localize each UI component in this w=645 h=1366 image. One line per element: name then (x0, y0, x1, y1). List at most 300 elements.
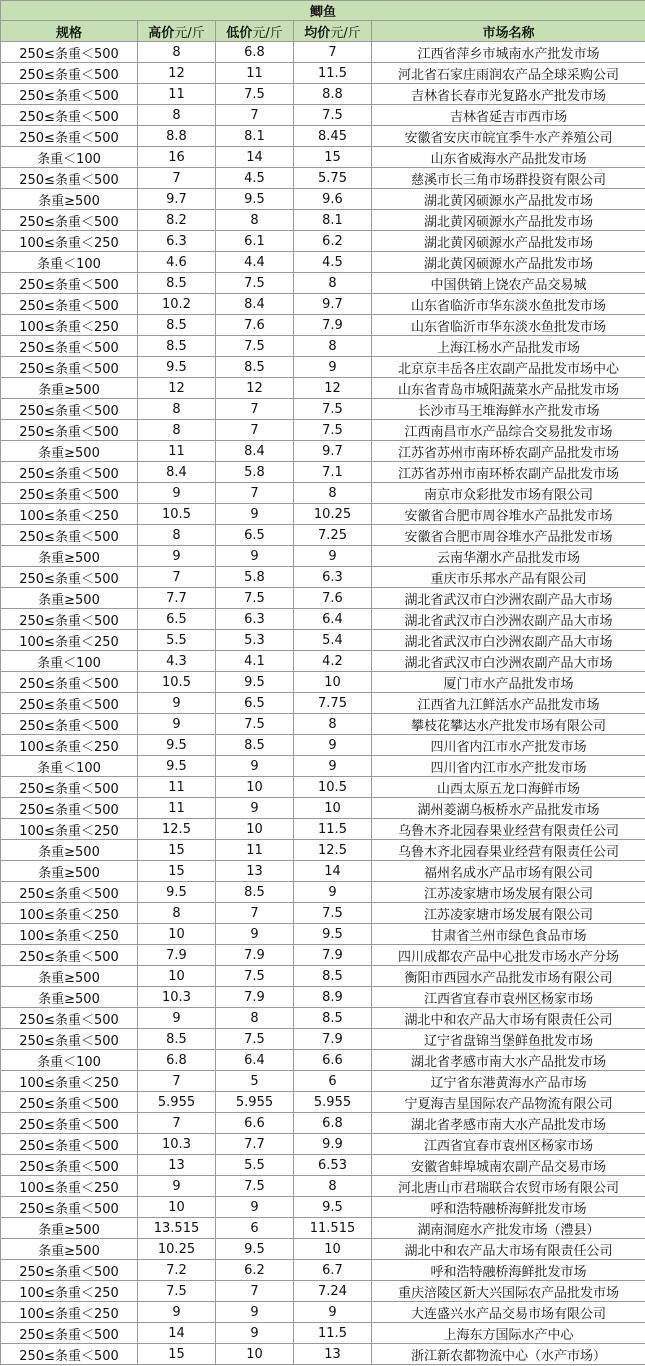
table-row (1, 189, 645, 210)
cell-market-name: 江西南昌市水产品综合交易批发市场 (372, 420, 645, 441)
cell-low-price: 7 (216, 1281, 294, 1302)
table-row (1, 210, 645, 231)
cell-high-price: 6.8 (138, 1050, 216, 1071)
cell-high-price: 8 (138, 105, 216, 126)
cell-high-price: 6.3 (138, 231, 216, 252)
cell-market-name: 江苏省苏州市南环桥农副产品批发市场 (372, 462, 645, 483)
table-row (1, 672, 645, 693)
cell-market-name: 湖北省武汉市白沙洲农副产品大市场 (372, 630, 645, 651)
cell-market-name: 重庆市乐邦水产品有限公司 (372, 567, 645, 588)
cell-avg-price: 4.5 (294, 252, 372, 273)
cell-avg-price: 9 (294, 882, 372, 903)
cell-avg-price: 9 (294, 357, 372, 378)
table-row (1, 399, 645, 420)
cell-high-price: 6.5 (138, 609, 216, 630)
cell-spec: 条重≥500 (1, 588, 138, 609)
cell-high-price: 4.6 (138, 252, 216, 273)
cell-market-name: 江苏凌家塘市场发展有限公司 (372, 903, 645, 924)
cell-avg-price: 8 (294, 714, 372, 735)
cell-avg-price: 6.6 (294, 1050, 372, 1071)
cell-avg-price: 10 (294, 672, 372, 693)
cell-low-price: 10 (216, 1344, 294, 1365)
cell-avg-price: 8.45 (294, 126, 372, 147)
cell-avg-price: 10 (294, 1239, 372, 1260)
cell-spec: 100≤条重＜250 (1, 1071, 138, 1092)
cell-spec: 250≤条重＜500 (1, 882, 138, 903)
cell-high-price: 10.5 (138, 672, 216, 693)
cell-market-name: 辽宁省东港黄海水产品市场 (372, 1071, 645, 1092)
cell-avg-price: 9 (294, 735, 372, 756)
cell-spec: 250≤条重＜500 (1, 483, 138, 504)
table-row (1, 126, 645, 147)
cell-spec: 250≤条重＜500 (1, 1323, 138, 1344)
cell-low-price: 5 (216, 1071, 294, 1092)
cell-market-name: 湖州菱湖乌板桥水产品批发市场 (372, 798, 645, 819)
cell-high-price: 8.5 (138, 336, 216, 357)
cell-high-price: 9 (138, 1008, 216, 1029)
cell-spec: 250≤条重＜500 (1, 1092, 138, 1113)
cell-high-price: 8 (138, 903, 216, 924)
cell-low-price: 7.5 (216, 588, 294, 609)
cell-high-price: 11 (138, 798, 216, 819)
cell-market-name: 宁夏海吉星国际农产品物流有限公司 (372, 1092, 645, 1113)
table-row (1, 924, 645, 945)
cell-market-name: 呼和浩特融桥海鲜批发市场 (372, 1197, 645, 1218)
cell-high-price: 9 (138, 714, 216, 735)
cell-spec: 250≤条重＜500 (1, 105, 138, 126)
cell-spec: 250≤条重＜500 (1, 294, 138, 315)
cell-high-price: 7.2 (138, 1260, 216, 1281)
cell-low-price: 9 (216, 1323, 294, 1344)
cell-low-price: 5.5 (216, 1155, 294, 1176)
cell-avg-price: 9 (294, 756, 372, 777)
cell-high-price: 12.5 (138, 819, 216, 840)
table-row (1, 1092, 645, 1113)
cell-low-price: 8.5 (216, 882, 294, 903)
cell-market-name: 湖北省孝感市南大水产品批发市场 (372, 1113, 645, 1134)
cell-high-price: 7.5 (138, 1281, 216, 1302)
cell-high-price: 15 (138, 861, 216, 882)
cell-market-name: 江苏凌家塘市场发展有限公司 (372, 882, 645, 903)
cell-low-price: 7 (216, 483, 294, 504)
cell-spec: 250≤条重＜500 (1, 1155, 138, 1176)
cell-spec: 条重＜100 (1, 1050, 138, 1071)
cell-market-name: 福州名成水产品市场有限公司 (372, 861, 645, 882)
cell-spec: 250≤条重＜500 (1, 63, 138, 84)
cell-high-price: 10 (138, 1197, 216, 1218)
cell-avg-price: 6.53 (294, 1155, 372, 1176)
table-row (1, 441, 645, 462)
cell-spec: 250≤条重＜500 (1, 42, 138, 63)
cell-low-price: 9 (216, 546, 294, 567)
cell-avg-price: 8 (294, 336, 372, 357)
cell-high-price: 5.5 (138, 630, 216, 651)
cell-avg-price: 9.5 (294, 1197, 372, 1218)
cell-market-name: 湖北省武汉市白沙洲农副产品大市场 (372, 609, 645, 630)
cell-avg-price: 8.1 (294, 210, 372, 231)
cell-market-name: 山东省临沂市华东淡水鱼批发市场 (372, 315, 645, 336)
cell-avg-price: 7 (294, 42, 372, 63)
cell-avg-price: 7.5 (294, 903, 372, 924)
cell-spec: 条重≥500 (1, 1218, 138, 1239)
cell-spec: 250≤条重＜500 (1, 1197, 138, 1218)
table-row (1, 1176, 645, 1197)
cell-high-price: 8.5 (138, 273, 216, 294)
cell-spec: 250≤条重＜500 (1, 462, 138, 483)
cell-spec: 250≤条重＜500 (1, 525, 138, 546)
cell-spec: 250≤条重＜500 (1, 693, 138, 714)
table-row (1, 819, 645, 840)
cell-avg-price: 7.25 (294, 525, 372, 546)
cell-low-price: 5.955 (216, 1092, 294, 1113)
cell-avg-price: 9.7 (294, 441, 372, 462)
cell-market-name: 湖北中和农产品大市场有限责任公司 (372, 1239, 645, 1260)
header-high-price: 高价元/斤 (138, 21, 216, 42)
cell-low-price: 4.1 (216, 651, 294, 672)
table-row (1, 315, 645, 336)
cell-spec: 100≤条重＜250 (1, 630, 138, 651)
table-row (1, 483, 645, 504)
cell-market-name: 乌鲁木齐北园春果业经营有限责任公司 (372, 819, 645, 840)
cell-low-price: 4.4 (216, 252, 294, 273)
cell-market-name: 湖北中和农产品大市场有限责任公司 (372, 1008, 645, 1029)
cell-market-name: 湖南洞庭水产批发市场（澧县） (372, 1218, 645, 1239)
cell-avg-price: 10 (294, 798, 372, 819)
cell-low-price: 6 (216, 1218, 294, 1239)
table-row (1, 105, 645, 126)
cell-market-name: 大连盛兴水产品交易市场有限公司 (372, 1302, 645, 1323)
cell-low-price: 8.1 (216, 126, 294, 147)
cell-market-name: 北京京丰岳各庄农副产品批发市场中心 (372, 357, 645, 378)
cell-low-price: 6.2 (216, 1260, 294, 1281)
table-row (1, 903, 645, 924)
cell-market-name: 江苏省苏州市南环桥农副产品批发市场 (372, 441, 645, 462)
cell-spec: 100≤条重＜250 (1, 819, 138, 840)
table-title: 鲫鱼 (1, 1, 645, 21)
cell-avg-price: 11.5 (294, 1323, 372, 1344)
cell-high-price: 9.5 (138, 756, 216, 777)
cell-low-price: 7.7 (216, 1134, 294, 1155)
cell-avg-price: 15 (294, 147, 372, 168)
cell-low-price: 5.3 (216, 630, 294, 651)
cell-high-price: 8.5 (138, 1029, 216, 1050)
cell-spec: 250≤条重＜500 (1, 1029, 138, 1050)
cell-avg-price: 8.5 (294, 966, 372, 987)
cell-market-name: 吉林省延吉市西市场 (372, 105, 645, 126)
cell-market-name: 湖北黄冈硕源水产品批发市场 (372, 231, 645, 252)
cell-low-price: 9.5 (216, 189, 294, 210)
cell-spec: 100≤条重＜250 (1, 903, 138, 924)
cell-low-price: 4.5 (216, 168, 294, 189)
cell-market-name: 山西太原五龙口海鲜市场 (372, 777, 645, 798)
table-row (1, 147, 645, 168)
table-row (1, 84, 645, 105)
cell-spec: 250≤条重＜500 (1, 126, 138, 147)
cell-avg-price: 6 (294, 1071, 372, 1092)
cell-high-price: 9.5 (138, 882, 216, 903)
cell-spec: 100≤条重＜250 (1, 924, 138, 945)
cell-market-name: 衡阳市西园水产品批发市场有限公司 (372, 966, 645, 987)
cell-low-price: 7.5 (216, 336, 294, 357)
table-row (1, 1155, 645, 1176)
cell-avg-price: 6.4 (294, 609, 372, 630)
cell-spec: 250≤条重＜500 (1, 210, 138, 231)
cell-spec: 条重＜100 (1, 651, 138, 672)
table-row (1, 1323, 645, 1344)
cell-avg-price: 6.2 (294, 231, 372, 252)
cell-market-name: 江西省宜春市袁州区杨家市场 (372, 987, 645, 1008)
cell-avg-price: 7.75 (294, 693, 372, 714)
table-row (1, 1029, 645, 1050)
cell-high-price: 9 (138, 1302, 216, 1323)
table-row (1, 168, 645, 189)
cell-market-name: 安徽省蚌埠城南农副产品交易市场 (372, 1155, 645, 1176)
cell-market-name: 山东省威海水产品批发市场 (372, 147, 645, 168)
table-row (1, 1239, 645, 1260)
cell-avg-price: 12 (294, 378, 372, 399)
cell-avg-price: 7.9 (294, 315, 372, 336)
cell-spec: 条重≥500 (1, 1239, 138, 1260)
cell-market-name: 重庆涪陵区新大兴国际农产品批发市场 (372, 1281, 645, 1302)
cell-avg-price: 9.7 (294, 294, 372, 315)
cell-spec: 条重≥500 (1, 966, 138, 987)
table-row (1, 273, 645, 294)
cell-high-price: 8.4 (138, 462, 216, 483)
cell-market-name: 江西省萍乡市城南水产批发市场 (372, 42, 645, 63)
table-row (1, 336, 645, 357)
header-row (1, 21, 645, 42)
cell-market-name: 安徽省安庆市皖宜季牛水产养殖公司 (372, 126, 645, 147)
cell-avg-price: 4.2 (294, 651, 372, 672)
cell-spec: 250≤条重＜500 (1, 672, 138, 693)
cell-low-price: 10 (216, 819, 294, 840)
cell-high-price: 7 (138, 567, 216, 588)
cell-low-price: 7 (216, 399, 294, 420)
cell-spec: 条重≥500 (1, 378, 138, 399)
cell-low-price: 6.3 (216, 609, 294, 630)
cell-high-price: 14 (138, 1323, 216, 1344)
cell-market-name: 上海江杨水产品批发市场 (372, 336, 645, 357)
table-row (1, 567, 645, 588)
table-row (1, 798, 645, 819)
cell-market-name: 中国供销上饶农产品交易城 (372, 273, 645, 294)
table-row (1, 504, 645, 525)
cell-market-name: 南京市众彩批发市场有限公司 (372, 483, 645, 504)
cell-spec: 250≤条重＜500 (1, 1260, 138, 1281)
cell-high-price: 9.7 (138, 189, 216, 210)
cell-avg-price: 8 (294, 273, 372, 294)
cell-market-name: 江西省宜春市袁州区杨家市场 (372, 1134, 645, 1155)
cell-high-price: 11 (138, 441, 216, 462)
cell-low-price: 7.5 (216, 714, 294, 735)
cell-avg-price: 7.5 (294, 399, 372, 420)
cell-low-price: 6.5 (216, 693, 294, 714)
cell-market-name: 浙江新农都物流中心（水产市场） (372, 1344, 645, 1365)
cell-high-price: 7.9 (138, 945, 216, 966)
cell-spec: 250≤条重＜500 (1, 567, 138, 588)
cell-spec: 250≤条重＜500 (1, 336, 138, 357)
cell-market-name: 乌鲁木齐北园春果业经营有限责任公司 (372, 840, 645, 861)
cell-high-price: 16 (138, 147, 216, 168)
cell-market-name: 山东省临沂市华东淡水鱼批发市场 (372, 294, 645, 315)
cell-spec: 250≤条重＜500 (1, 777, 138, 798)
cell-market-name: 湖北黄冈硕源水产品批发市场 (372, 210, 645, 231)
cell-high-price: 10 (138, 966, 216, 987)
cell-high-price: 8 (138, 525, 216, 546)
cell-avg-price: 9 (294, 1302, 372, 1323)
cell-low-price: 10 (216, 777, 294, 798)
cell-avg-price: 6.8 (294, 1113, 372, 1134)
cell-spec: 条重＜100 (1, 147, 138, 168)
cell-low-price: 5.8 (216, 462, 294, 483)
table-row (1, 294, 645, 315)
cell-low-price: 7.5 (216, 1176, 294, 1197)
cell-low-price: 11 (216, 840, 294, 861)
cell-low-price: 6.4 (216, 1050, 294, 1071)
cell-avg-price: 9.9 (294, 1134, 372, 1155)
cell-avg-price: 7.9 (294, 945, 372, 966)
cell-market-name: 长沙市马王堆海鲜水产批发市场 (372, 399, 645, 420)
cell-low-price: 6.5 (216, 525, 294, 546)
table-row (1, 882, 645, 903)
cell-low-price: 7 (216, 420, 294, 441)
cell-market-name: 山东省青岛市城阳蔬菜水产品批发市场 (372, 378, 645, 399)
cell-avg-price: 6.7 (294, 1260, 372, 1281)
cell-high-price: 9 (138, 693, 216, 714)
cell-high-price: 8 (138, 420, 216, 441)
table-row (1, 1113, 645, 1134)
header-avg-price: 均价元/斤 (294, 21, 372, 42)
cell-avg-price: 10.5 (294, 777, 372, 798)
cell-avg-price: 14 (294, 861, 372, 882)
cell-spec: 100≤条重＜250 (1, 231, 138, 252)
cell-avg-price: 5.955 (294, 1092, 372, 1113)
cell-market-name: 河北省石家庄雨润农产品全球采购公司 (372, 63, 645, 84)
table-row (1, 987, 645, 1008)
cell-spec: 100≤条重＜250 (1, 1176, 138, 1197)
cell-avg-price: 10.25 (294, 504, 372, 525)
cell-market-name: 河北唐山市君瑞联合农贸市场有限公司 (372, 1176, 645, 1197)
cell-market-name: 甘肃省兰州市绿色食品市场 (372, 924, 645, 945)
cell-high-price: 8.2 (138, 210, 216, 231)
table-row (1, 630, 645, 651)
cell-avg-price: 9.6 (294, 189, 372, 210)
cell-avg-price: 8.5 (294, 1008, 372, 1029)
cell-high-price: 10.3 (138, 1134, 216, 1155)
cell-spec: 条重＜100 (1, 252, 138, 273)
cell-market-name: 安徽省合肥市周谷堆水产品批发市场 (372, 504, 645, 525)
cell-high-price: 10.25 (138, 1239, 216, 1260)
cell-spec: 250≤条重＜500 (1, 609, 138, 630)
cell-avg-price: 11.515 (294, 1218, 372, 1239)
cell-avg-price: 7.9 (294, 1029, 372, 1050)
cell-low-price: 7.5 (216, 1029, 294, 1050)
cell-spec: 250≤条重＜500 (1, 84, 138, 105)
cell-low-price: 8.5 (216, 357, 294, 378)
cell-low-price: 13 (216, 861, 294, 882)
cell-high-price: 9.5 (138, 735, 216, 756)
cell-high-price: 13 (138, 1155, 216, 1176)
cell-high-price: 8.5 (138, 315, 216, 336)
table-row (1, 1197, 645, 1218)
cell-high-price: 13.515 (138, 1218, 216, 1239)
cell-avg-price: 5.75 (294, 168, 372, 189)
table-row (1, 1134, 645, 1155)
cell-spec: 250≤条重＜500 (1, 945, 138, 966)
cell-spec: 250≤条重＜500 (1, 399, 138, 420)
table-row (1, 1071, 645, 1092)
cell-market-name: 湖北省武汉市白沙洲农副产品大市场 (372, 651, 645, 672)
table-row (1, 714, 645, 735)
cell-low-price: 7.5 (216, 273, 294, 294)
cell-spec: 100≤条重＜250 (1, 735, 138, 756)
cell-avg-price: 8.8 (294, 84, 372, 105)
cell-spec: 100≤条重＜250 (1, 504, 138, 525)
cell-spec: 条重≥500 (1, 861, 138, 882)
cell-spec: 250≤条重＜500 (1, 1008, 138, 1029)
table-row (1, 1344, 645, 1365)
table-row (1, 546, 645, 567)
cell-market-name: 上海东方国际水产中心 (372, 1323, 645, 1344)
table-row (1, 420, 645, 441)
cell-high-price: 12 (138, 378, 216, 399)
cell-low-price: 9 (216, 798, 294, 819)
cell-market-name: 云南华潮水产品批发市场 (372, 546, 645, 567)
table-row (1, 651, 645, 672)
cell-avg-price: 11.5 (294, 819, 372, 840)
cell-avg-price: 9.5 (294, 924, 372, 945)
cell-high-price: 7 (138, 1071, 216, 1092)
cell-spec: 250≤条重＜500 (1, 420, 138, 441)
cell-high-price: 9.5 (138, 357, 216, 378)
cell-low-price: 7.9 (216, 987, 294, 1008)
cell-avg-price: 12.5 (294, 840, 372, 861)
cell-high-price: 12 (138, 63, 216, 84)
cell-market-name: 慈溪市长三角市场群投资有限公司 (372, 168, 645, 189)
cell-spec: 250≤条重＜500 (1, 714, 138, 735)
table-row (1, 588, 645, 609)
cell-low-price: 8.4 (216, 294, 294, 315)
table-row (1, 378, 645, 399)
cell-market-name: 辽宁省盘锦当堡鲜鱼批发市场 (372, 1029, 645, 1050)
cell-low-price: 9 (216, 924, 294, 945)
table-row (1, 1302, 645, 1323)
cell-market-name: 厦门市水产品批发市场 (372, 672, 645, 693)
table-row (1, 945, 645, 966)
cell-avg-price: 8 (294, 1176, 372, 1197)
cell-low-price: 9.5 (216, 1239, 294, 1260)
cell-high-price: 4.3 (138, 651, 216, 672)
cell-market-name: 安徽省合肥市周谷堆水产品批发市场 (372, 525, 645, 546)
table-row (1, 357, 645, 378)
cell-low-price: 9 (216, 756, 294, 777)
table-row (1, 693, 645, 714)
header-market-name: 市场名称 (372, 21, 645, 42)
table-row (1, 252, 645, 273)
table-row (1, 1050, 645, 1071)
cell-low-price: 6.6 (216, 1113, 294, 1134)
cell-low-price: 12 (216, 378, 294, 399)
cell-spec: 250≤条重＜500 (1, 273, 138, 294)
cell-avg-price: 7.6 (294, 588, 372, 609)
cell-avg-price: 9 (294, 546, 372, 567)
cell-avg-price: 5.4 (294, 630, 372, 651)
cell-avg-price: 11.5 (294, 63, 372, 84)
cell-low-price: 7.5 (216, 966, 294, 987)
cell-avg-price: 7.5 (294, 420, 372, 441)
cell-avg-price: 6.3 (294, 567, 372, 588)
table-row (1, 1008, 645, 1029)
